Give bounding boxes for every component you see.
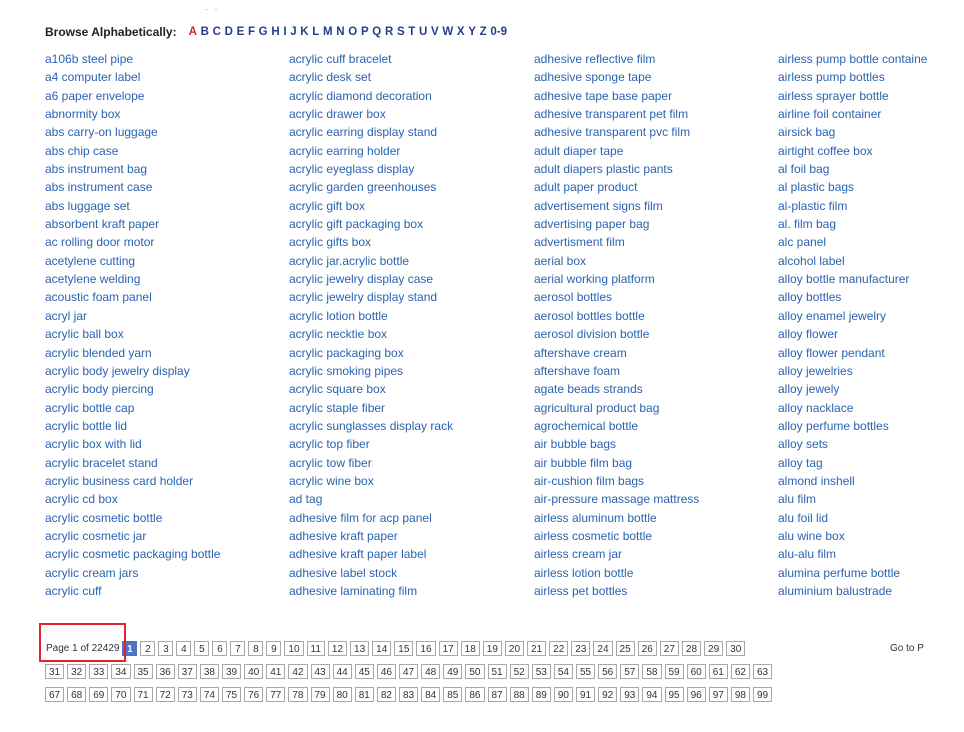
keyword-link[interactable]: acoustic foam panel [45,290,152,305]
page-link-79[interactable]: 79 [311,687,330,702]
keyword-link[interactable]: alloy bottle manufacturer [778,272,910,287]
keyword-link[interactable]: air bubble film bag [534,455,633,470]
page-link-19[interactable]: 19 [483,641,502,656]
page-link-96[interactable]: 96 [687,687,706,702]
page-link-11[interactable]: 11 [307,641,325,656]
page-link-53[interactable]: 53 [532,664,551,679]
page-link-97[interactable]: 97 [709,687,728,702]
page-link-16[interactable]: 16 [416,641,435,656]
keyword-link[interactable]: adhesive transparent pet film [534,107,689,122]
keyword-link[interactable]: acrylic jewelry display stand [289,290,438,305]
page-link-1[interactable]: 1 [122,641,137,656]
keyword-link[interactable]: aerosol bottles [534,290,613,305]
page-link-85[interactable]: 85 [443,687,462,702]
keyword-link[interactable]: airline foil container [778,107,882,122]
letter-link-0-9[interactable]: 0-9 [490,26,507,38]
page-link-75[interactable]: 75 [222,687,241,702]
page-link-22[interactable]: 22 [549,641,568,656]
keyword-link[interactable]: acrylic ball box [45,327,124,342]
letter-link-j[interactable]: J [290,26,297,38]
page-link-52[interactable]: 52 [510,664,529,679]
page-link-33[interactable]: 33 [89,664,108,679]
keyword-link[interactable]: acrylic body piercing [45,382,154,397]
keyword-link[interactable]: abs chip case [45,143,119,158]
keyword-link[interactable]: alloy flower pendant [778,345,885,360]
letter-link-r[interactable]: R [384,26,394,38]
decorative-dots: · · [205,4,220,14]
keyword-link[interactable]: air-pressure massage mattress [534,492,700,507]
keyword-link[interactable]: aftershave foam [534,363,621,378]
page-link-17[interactable]: 17 [439,641,458,656]
page-link-34[interactable]: 34 [111,664,130,679]
keyword-link[interactable]: adult diapers plastic pants [534,162,673,177]
keyword-link[interactable]: acrylic drawer box [289,107,386,122]
page-link-80[interactable]: 80 [333,687,352,702]
keyword-link[interactable]: acrylic bracelet stand [45,455,158,470]
page-link-69[interactable]: 69 [89,687,108,702]
letter-link-p[interactable]: P [360,26,369,38]
letter-link-c[interactable]: C [212,26,221,38]
page-link-6[interactable]: 6 [212,641,227,656]
keyword-link[interactable]: a6 paper envelope [45,88,145,103]
letter-link-t[interactable]: T [408,26,416,38]
keyword-link[interactable]: acrylic lotion bottle [289,308,388,323]
keyword-link[interactable]: agrochemical bottle [534,418,639,433]
letter-link-f[interactable]: F [247,26,255,38]
page-link-93[interactable]: 93 [620,687,639,702]
page-link-39[interactable]: 39 [222,664,241,679]
keyword-link[interactable]: airless cream jar [534,547,623,562]
page-link-89[interactable]: 89 [532,687,551,702]
letter-link-o[interactable]: O [348,26,358,38]
page-link-36[interactable]: 36 [156,664,175,679]
keyword-link[interactable]: acrylic blended yarn [45,345,152,360]
keyword-link[interactable]: acrylic cosmetic bottle [45,510,163,525]
page-link-31[interactable]: 31 [45,664,64,679]
keyword-link[interactable]: abs instrument case [45,180,153,195]
keyword-link[interactable]: acrylic bottle lid [45,418,128,433]
keyword-link[interactable]: acrylic cosmetic packaging bottle [45,547,221,562]
keyword-link[interactable]: acrylic gift box [289,198,366,213]
page-link-70[interactable]: 70 [111,687,130,702]
browse-title: Browse Alphabetically: [45,25,177,39]
page-link-28[interactable]: 28 [682,641,701,656]
page-link-40[interactable]: 40 [244,664,263,679]
page-link-32[interactable]: 32 [67,664,86,679]
keyword-link[interactable]: airless cosmetic bottle [534,528,653,543]
keyword-link[interactable]: acrylic staple fiber [289,400,386,415]
page-link-90[interactable]: 90 [554,687,573,702]
page-link-67[interactable]: 67 [45,687,64,702]
keyword-link[interactable]: acrylic bottle cap [45,400,135,415]
page-links [45,687,775,702]
page-link-13[interactable]: 13 [350,641,369,656]
letter-link-s[interactable]: S [396,26,405,38]
letter-link-q[interactable]: Q [372,26,382,38]
keyword-link[interactable]: airtight coffee box [778,143,873,158]
keyword-link[interactable]: al-plastic film [778,198,848,213]
keyword-link[interactable]: abs instrument bag [45,162,148,177]
keyword-link[interactable]: adhesive laminating film [289,583,418,598]
keyword-link[interactable]: ac rolling door motor [45,235,155,250]
page-link-60[interactable]: 60 [687,664,706,679]
keyword-link[interactable]: aerial box [534,253,587,268]
page-link-25[interactable]: 25 [616,641,635,656]
page-link-63[interactable]: 63 [753,664,772,679]
keyword-link[interactable]: alcohol label [778,253,845,268]
page-link-62[interactable]: 62 [731,664,750,679]
page-link-68[interactable]: 68 [67,687,86,702]
page-link-29[interactable]: 29 [704,641,723,656]
page-link-48[interactable]: 48 [421,664,440,679]
page-link-14[interactable]: 14 [372,641,391,656]
page-link-15[interactable]: 15 [394,641,413,656]
page-link-74[interactable]: 74 [200,687,219,702]
keyword-link[interactable]: adhesive kraft paper [289,528,398,543]
keyword-link[interactable]: alloy tag [778,455,823,470]
letter-link-x[interactable]: X [456,26,465,38]
keyword-link[interactable]: ad tag [289,492,323,507]
page-link-30[interactable]: 30 [726,641,745,656]
keyword-link[interactable]: acrylic square box [289,382,386,397]
keyword-link[interactable]: aerosol division bottle [534,327,650,342]
page-link-59[interactable]: 59 [665,664,684,679]
page-link-72[interactable]: 72 [156,687,175,702]
keyword-link[interactable]: alloy enamel jewelry [778,308,887,323]
keyword-link[interactable]: acrylic desk set [289,70,372,85]
page-link-82[interactable]: 82 [377,687,396,702]
pagination-row [45,641,964,660]
keyword-link[interactable]: agate beads strands [534,382,643,397]
keyword-link[interactable]: acrylic cream jars [45,565,139,580]
page-link-56[interactable]: 56 [598,664,617,679]
page-link-24[interactable]: 24 [593,641,612,656]
page-link-26[interactable]: 26 [638,641,657,656]
keyword-link[interactable]: acrylic business card holder [45,473,194,488]
keyword-link[interactable]: adhesive film for acp panel [289,510,432,525]
page-link-46[interactable]: 46 [377,664,396,679]
page-link-42[interactable]: 42 [288,664,307,679]
page-link-38[interactable]: 38 [200,664,219,679]
keyword-link[interactable]: acrylic cuff [45,583,102,598]
letter-link-z[interactable]: Z [479,26,487,38]
page-link-71[interactable]: 71 [134,687,153,702]
keyword-link[interactable]: adult paper product [534,180,638,195]
page-link-21[interactable]: 21 [527,641,546,656]
keyword-link[interactable]: adhesive tape base paper [534,88,673,103]
letter-link-u[interactable]: U [419,26,428,38]
keyword-link[interactable]: alloy perfume bottles [778,418,889,433]
keyword-link[interactable]: adhesive transparent pvc film [534,125,691,140]
page-link-7[interactable]: 7 [230,641,245,656]
keyword-link[interactable]: alloy flower [778,327,839,342]
keyword-link[interactable]: acrylic earring display stand [289,125,438,140]
page-link-41[interactable]: 41 [266,664,285,679]
keyword-link[interactable]: adhesive kraft paper label [289,547,427,562]
letter-link-a[interactable]: A [188,26,197,38]
page-link-35[interactable]: 35 [134,664,153,679]
page-link-49[interactable]: 49 [443,664,462,679]
keyword-link[interactable]: abs carry-on luggage [45,125,158,140]
keyword-link[interactable]: acrylic sunglasses display rack [289,418,454,433]
letter-link-w[interactable]: W [442,26,454,38]
keyword-link[interactable]: adult diaper tape [534,143,624,158]
page-link-58[interactable]: 58 [642,664,661,679]
page-link-37[interactable]: 37 [178,664,197,679]
keyword-link[interactable]: advertisment film [534,235,625,250]
letter-link-l[interactable]: L [312,26,320,38]
keyword-link[interactable]: alloy sets [778,437,829,452]
letter-link-d[interactable]: D [224,26,233,38]
keyword-link[interactable]: acrylic gift packaging box [289,217,424,232]
keyword-link[interactable]: alloy jewelries [778,363,853,378]
keyword-link[interactable]: alloy jewely [778,382,840,397]
keyword-link[interactable]: acrylic jewelry display case [289,272,434,287]
keyword-link[interactable]: al plastic bags [778,180,855,195]
page-link-77[interactable]: 77 [266,687,285,702]
letter-list [189,26,511,38]
keyword-link[interactable]: acrylic wine box [289,473,374,488]
keyword-columns [45,50,964,602]
keyword-link[interactable]: acrylic necktie box [289,327,388,342]
page-link-50[interactable]: 50 [465,664,484,679]
page-link-86[interactable]: 86 [465,687,484,702]
page-link-98[interactable]: 98 [731,687,750,702]
page-link-92[interactable]: 92 [598,687,617,702]
page-link-99[interactable]: 99 [753,687,772,702]
keyword-link[interactable]: acrylic tow fiber [289,455,372,470]
keyword-link[interactable]: agricultural product bag [534,400,660,415]
page-link-4[interactable]: 4 [176,641,191,656]
page-link-87[interactable]: 87 [488,687,507,702]
page-link-51[interactable]: 51 [488,664,507,679]
keyword-link[interactable]: alloy bottles [778,290,842,305]
keyword-link[interactable]: airless pump bottles [778,70,885,85]
letter-link-e[interactable]: E [236,26,245,38]
keyword-link[interactable]: acrylic jar.acrylic bottle [289,253,410,268]
keyword-link[interactable]: air-cushion film bags [534,473,645,488]
page-links [45,664,775,679]
keyword-link[interactable]: alu foil lid [778,510,829,525]
page-link-61[interactable]: 61 [709,664,728,679]
keyword-link[interactable]: acrylic packaging box [289,345,404,360]
keyword-link[interactable]: acrylic gifts box [289,235,372,250]
browse-alphabetically-bar [45,24,511,40]
keyword-link[interactable]: alc panel [778,235,827,250]
keyword-link[interactable]: airless pet bottles [534,583,628,598]
keyword-link[interactable]: alu wine box [778,528,845,543]
page-link-43[interactable]: 43 [311,664,330,679]
page-link-55[interactable]: 55 [576,664,595,679]
keyword-link[interactable]: acetylene cutting [45,253,136,268]
page-link-78[interactable]: 78 [288,687,307,702]
pagination-row [45,687,964,706]
page-link-20[interactable]: 20 [505,641,524,656]
page-link-27[interactable]: 27 [660,641,679,656]
keyword-link[interactable]: acrylic earring holder [289,143,401,158]
keyword-link[interactable]: airless pump bottle containe [778,52,928,66]
keyword-link[interactable]: alumina perfume bottle [778,565,901,580]
keyword-link[interactable]: al. film bag [778,217,837,232]
page-link-94[interactable]: 94 [642,687,661,702]
keyword-link[interactable]: airless lotion bottle [534,565,634,580]
page-link-95[interactable]: 95 [665,687,684,702]
keyword-link[interactable]: acrylic diamond decoration [289,88,432,103]
keyword-link[interactable]: aftershave cream [534,345,627,360]
letter-link-g[interactable]: G [258,26,268,38]
letter-link-i[interactable]: I [283,26,287,38]
page-link-47[interactable]: 47 [399,664,418,679]
keyword-link[interactable]: acrylic eyeglass display [289,162,415,177]
keyword-link[interactable]: air bubble bags [534,437,617,452]
page-link-91[interactable]: 91 [576,687,595,702]
keyword-link[interactable]: alloy nacklace [778,400,854,415]
letter-link-k[interactable]: K [300,26,309,38]
keyword-link[interactable]: advertisement signs film [534,198,663,213]
page-link-2[interactable]: 2 [140,641,155,656]
page-link-3[interactable]: 3 [158,641,173,656]
keyword-link[interactable]: acryl jar [45,308,88,323]
keyword-link[interactable]: adhesive label stock [289,565,398,580]
keyword-link[interactable]: alu-alu film [778,547,837,562]
keyword-link[interactable]: advertising paper bag [534,217,650,232]
keyword-link[interactable]: airless sprayer bottle [778,88,889,103]
page-link-81[interactable]: 81 [355,687,374,702]
keyword-link[interactable]: a4 computer label [45,70,141,85]
page-link-8[interactable]: 8 [248,641,263,656]
letter-link-v[interactable]: V [431,26,439,38]
keyword-link[interactable]: aerial working platform [534,272,655,287]
keyword-column [289,50,549,600]
page-info: Page 1 of 22429 [46,643,120,654]
page-link-23[interactable]: 23 [571,641,590,656]
keyword-link[interactable]: adhesive sponge tape [534,70,652,85]
page-link-73[interactable]: 73 [178,687,197,702]
keyword-link[interactable]: acrylic cuff bracelet [289,52,392,66]
keyword-link[interactable]: airsick bag [778,125,836,140]
keyword-link[interactable]: acetylene welding [45,272,141,287]
keyword-link[interactable]: acrylic cosmetic jar [45,528,147,543]
keyword-link[interactable]: absorbent kraft paper [45,217,160,232]
page-link-10[interactable]: 10 [284,641,303,656]
keyword-link[interactable]: adhesive reflective film [534,52,656,66]
keyword-link[interactable]: airless aluminum bottle [534,510,657,525]
page-link-54[interactable]: 54 [554,664,573,679]
page-link-18[interactable]: 18 [461,641,480,656]
page-link-57[interactable]: 57 [620,664,639,679]
page-link-45[interactable]: 45 [355,664,374,679]
keyword-link[interactable]: acrylic box with lid [45,437,142,452]
keyword-column [534,50,794,600]
letter-link-b[interactable]: B [200,26,209,38]
page-link-88[interactable]: 88 [510,687,529,702]
page-link-9[interactable]: 9 [266,641,281,656]
keyword-link[interactable]: acrylic garden greenhouses [289,180,437,195]
keyword-link[interactable]: aluminium balustrade [778,583,893,598]
keyword-link[interactable]: alu film [778,492,817,507]
page-link-12[interactable]: 12 [328,641,347,656]
page-link-76[interactable]: 76 [244,687,263,702]
page-link-5[interactable]: 5 [194,641,209,656]
letter-link-n[interactable]: N [336,26,345,38]
pagination [45,641,964,709]
pagination-row [45,664,964,683]
keyword-link[interactable]: abs luggage set [45,198,130,213]
page-link-83[interactable]: 83 [399,687,418,702]
keyword-link[interactable]: a106b steel pipe [45,52,134,66]
keyword-link[interactable]: acrylic body jewelry display [45,363,190,378]
keyword-link[interactable]: al foil bag [778,162,830,177]
keyword-link[interactable]: acrylic cd box [45,492,118,507]
keyword-link[interactable]: acrylic top fiber [289,437,370,452]
page-links [45,641,748,657]
page-link-44[interactable]: 44 [333,664,352,679]
keyword-column [778,50,964,600]
keyword-link[interactable]: abnormity box [45,107,121,122]
letter-link-m[interactable]: M [323,26,333,38]
letter-link-h[interactable]: H [271,26,280,38]
keyword-link[interactable]: aerosol bottles bottle [534,308,645,323]
page-link-84[interactable]: 84 [421,687,440,702]
letter-link-y[interactable]: Y [468,26,476,38]
keyword-column [45,50,305,600]
keyword-link[interactable]: acrylic smoking pipes [289,363,404,378]
go-to-page-label: Go to P [890,643,924,654]
keyword-link[interactable]: almond inshell [778,473,855,488]
